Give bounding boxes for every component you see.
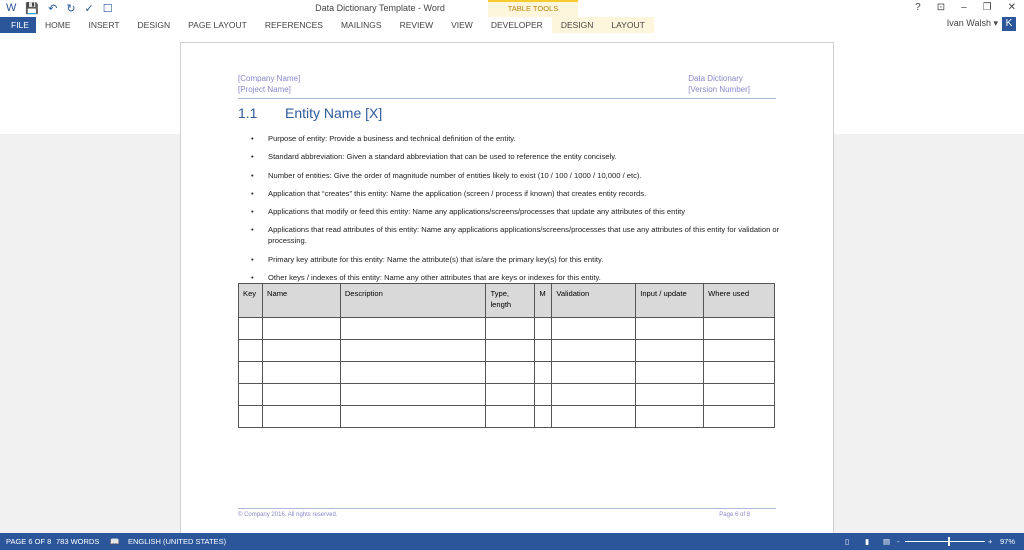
list-item: • Applications that read attributes of this entity: Name any applications applications/screens/processes that use any attributes of this entity for validation or processing. bbox=[251, 224, 781, 246]
list-item: • Application that “creates” this entity: Name the application (screen / process if known) that creates entity records. bbox=[251, 188, 781, 199]
cell[interactable] bbox=[239, 384, 263, 406]
language[interactable]: ENGLISH (UNITED STATES) bbox=[128, 537, 227, 546]
cell[interactable] bbox=[535, 340, 552, 362]
cell[interactable] bbox=[340, 406, 486, 428]
header-validation[interactable]: Validation bbox=[552, 284, 636, 318]
cell[interactable] bbox=[486, 340, 535, 362]
copyright: © Company 2016. All rights reserved. bbox=[238, 512, 338, 518]
company-name: [Company Name] bbox=[238, 74, 301, 83]
table-header-row bbox=[239, 284, 775, 318]
tab-file[interactable]: FILE bbox=[0, 17, 36, 33]
cell[interactable] bbox=[535, 318, 552, 340]
list-item: • Purpose of entity: Provide a business and technical definition of the entity. bbox=[251, 133, 781, 144]
cell[interactable] bbox=[340, 362, 486, 384]
cell[interactable] bbox=[486, 406, 535, 428]
project-name: [Project Name] bbox=[238, 85, 291, 94]
tab-references[interactable]: REFERENCES bbox=[264, 20, 323, 30]
cell[interactable] bbox=[704, 340, 775, 362]
user-name[interactable]: Ivan Walsh ▾ bbox=[946, 18, 998, 28]
cell[interactable] bbox=[552, 362, 636, 384]
header-type-length[interactable]: Type, length bbox=[486, 284, 535, 318]
page-number: Page 6 of 8 bbox=[719, 512, 750, 518]
tab-insert[interactable]: INSERT bbox=[88, 20, 120, 30]
cell[interactable] bbox=[340, 318, 486, 340]
page-count[interactable]: PAGE 6 OF 8 bbox=[6, 537, 52, 546]
table-row bbox=[239, 318, 775, 340]
header-key[interactable]: Key bbox=[239, 284, 263, 318]
cell[interactable] bbox=[535, 384, 552, 406]
header-name[interactable]: Name bbox=[262, 284, 340, 318]
list-item: • Number of entities: Give the order of magnitude number of entities likely to exist (10 / 100 / 1000 / 10,000 / etc). bbox=[251, 170, 781, 181]
ribbon-options-icon[interactable]: ⊡ bbox=[936, 2, 946, 13]
word-logo-icon: W bbox=[6, 2, 17, 14]
cell[interactable] bbox=[636, 384, 704, 406]
cell[interactable] bbox=[262, 340, 340, 362]
table-row bbox=[239, 406, 775, 428]
cell[interactable] bbox=[535, 406, 552, 428]
cell[interactable] bbox=[239, 340, 263, 362]
minimize-icon[interactable]: – bbox=[961, 2, 967, 13]
user-label: Ivan Walsh bbox=[946, 18, 991, 28]
cell[interactable] bbox=[704, 384, 775, 406]
cell[interactable] bbox=[636, 406, 704, 428]
word-count[interactable]: 783 WORDS bbox=[56, 537, 100, 546]
print-layout-icon[interactable]: ▮ bbox=[865, 537, 870, 546]
title-bar bbox=[0, 0, 1024, 17]
cell[interactable] bbox=[636, 362, 704, 384]
tab-mailings[interactable]: MAILINGS bbox=[340, 20, 382, 30]
cell[interactable] bbox=[636, 318, 704, 340]
zoom-level[interactable]: 97% bbox=[1000, 537, 1016, 546]
table-row bbox=[239, 362, 775, 384]
list-item: • Other keys / indexes of this entity: Name any other attributes that are keys or indexes for this entity. bbox=[251, 272, 781, 283]
cell[interactable] bbox=[704, 362, 775, 384]
zoom-in-icon[interactable]: + bbox=[988, 537, 993, 546]
bullet-list bbox=[251, 133, 781, 290]
cell[interactable] bbox=[262, 362, 340, 384]
doc-title: Data Dictionary bbox=[688, 74, 743, 83]
cell[interactable] bbox=[262, 318, 340, 340]
restore-icon[interactable]: ❐ bbox=[982, 2, 992, 13]
heading-number: 1.1 bbox=[238, 105, 258, 121]
page-footer bbox=[238, 508, 776, 518]
close-icon[interactable]: ✕ bbox=[1007, 2, 1016, 13]
list-item: • Primary key attribute for this entity: Name the attribute(s) that is/are the primary key(s) for this entity. bbox=[251, 254, 781, 265]
window-title: Data Dictionary Template - Word bbox=[315, 3, 445, 13]
header-description[interactable]: Description bbox=[340, 284, 486, 318]
tab-home[interactable]: HOME bbox=[45, 20, 71, 30]
version-number: [Version Number] bbox=[688, 85, 750, 94]
cell[interactable] bbox=[340, 340, 486, 362]
cell[interactable] bbox=[704, 406, 775, 428]
spelling-icon[interactable]: ✓ bbox=[84, 3, 94, 15]
table-tools-header: TABLE TOOLS bbox=[488, 0, 578, 17]
cell[interactable] bbox=[262, 384, 340, 406]
cell[interactable] bbox=[552, 318, 636, 340]
tab-table-design[interactable]: DESIGN bbox=[552, 17, 603, 33]
status-bar bbox=[0, 533, 1024, 550]
zoom-slider[interactable] bbox=[905, 541, 985, 542]
cell[interactable] bbox=[552, 406, 636, 428]
heading-text: Entity Name [X] bbox=[285, 105, 383, 121]
tab-design[interactable]: DESIGN bbox=[137, 20, 171, 30]
entity-table[interactable] bbox=[238, 283, 775, 428]
section-heading bbox=[238, 105, 382, 121]
table-row bbox=[239, 340, 775, 362]
tab-table-layout[interactable]: LAYOUT bbox=[602, 17, 653, 33]
help-icon[interactable]: ? bbox=[915, 2, 921, 13]
cell[interactable] bbox=[552, 340, 636, 362]
avatar[interactable]: K bbox=[1002, 17, 1016, 31]
document-page[interactable] bbox=[180, 42, 834, 542]
zoom-out-icon[interactable]: - bbox=[897, 537, 900, 546]
table-row bbox=[239, 384, 775, 406]
cell[interactable] bbox=[239, 362, 263, 384]
cell[interactable] bbox=[340, 384, 486, 406]
touch-mode-icon[interactable]: ☐ bbox=[102, 3, 113, 15]
list-item: • Standard abbreviation: Given a standard abbreviation that can be used to reference the entity concisely. bbox=[251, 151, 781, 162]
tab-page-layout[interactable]: PAGE LAYOUT bbox=[188, 20, 247, 30]
redo-icon[interactable]: ↻ bbox=[66, 3, 76, 15]
page-header bbox=[238, 73, 776, 99]
cell[interactable] bbox=[486, 362, 535, 384]
cell[interactable] bbox=[535, 362, 552, 384]
undo-icon[interactable]: ↶ bbox=[48, 3, 58, 15]
header-m[interactable]: M bbox=[535, 284, 552, 318]
web-layout-icon[interactable]: ▤ bbox=[883, 537, 891, 546]
tab-view[interactable]: VIEW bbox=[451, 20, 473, 30]
read-mode-icon[interactable]: ▯ bbox=[845, 537, 850, 546]
cell[interactable] bbox=[636, 340, 704, 362]
list-item: • Applications that modify or feed this entity: Name any applications/screens/processes that update any attributes of this entity bbox=[251, 206, 781, 217]
cell[interactable] bbox=[704, 318, 775, 340]
cell[interactable] bbox=[552, 384, 636, 406]
ribbon-tabs bbox=[0, 17, 1024, 33]
cell[interactable] bbox=[239, 318, 263, 340]
document-canvas bbox=[0, 34, 1024, 533]
tab-review[interactable]: REVIEW bbox=[399, 20, 434, 30]
cell[interactable] bbox=[239, 406, 263, 428]
save-icon[interactable]: 💾 bbox=[25, 3, 40, 15]
cell[interactable] bbox=[486, 318, 535, 340]
zoom-slider-thumb[interactable] bbox=[948, 537, 950, 546]
header-input-update[interactable]: Input / update bbox=[636, 284, 704, 318]
cell[interactable] bbox=[262, 406, 340, 428]
header-where-used[interactable]: Where used bbox=[704, 284, 775, 318]
proofing-icon[interactable]: 📖 bbox=[110, 537, 120, 546]
cell[interactable] bbox=[486, 384, 535, 406]
tab-developer[interactable]: DEVELOPER bbox=[490, 20, 543, 30]
